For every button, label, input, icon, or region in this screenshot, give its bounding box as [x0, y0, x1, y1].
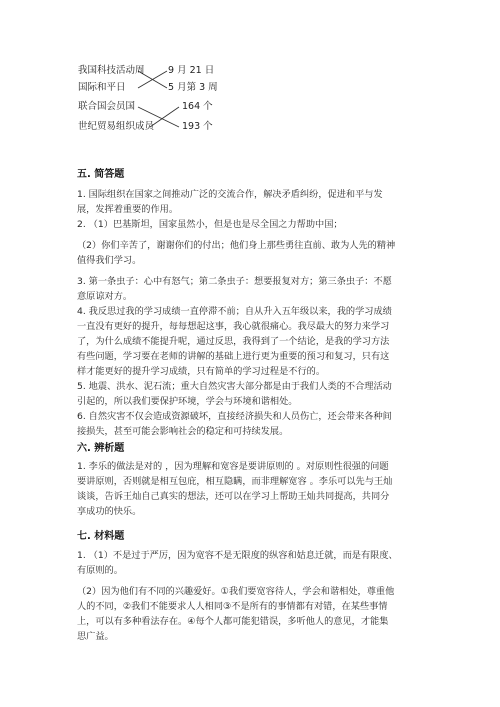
text-line: 了，为什么成绩不能提升呢，通过反思，我得到了一个结论，是我的学习方法: [77, 336, 390, 347]
text-line: 思广益。: [77, 631, 114, 642]
section-seven-title: 七. 材料题: [77, 531, 125, 542]
match-left-item: 我国科技活动周: [78, 65, 145, 76]
section-six-title: 六. 辨析题: [77, 443, 125, 454]
text-line: 样才能更好的提升学习成绩，只有简单的学习过程是不行的。: [77, 366, 326, 377]
text-line: 享成功的快乐。: [77, 506, 142, 517]
section-five-para-1: [77, 187, 423, 232]
section-five-title: 五. 简答题: [77, 169, 125, 180]
section-five-para-2: [77, 238, 423, 268]
text-line: 值得我们学习。: [77, 255, 142, 266]
matching-exercise: [0, 0, 500, 150]
match-left-item: 世纪贸易组织成员: [78, 121, 155, 132]
text-line: 接损失，甚至可能会影响社会的稳定和可持续发展。: [77, 426, 289, 437]
match-right-item: 164 个: [182, 101, 213, 112]
match-line: [150, 107, 179, 127]
match-right-item: 193 个: [182, 121, 213, 132]
section-five-para-3: [77, 274, 423, 439]
matching-lines: [0, 0, 500, 150]
text-line: 上，可以有多种看法存在。④每个人都可能犯错误，多听他人的意见，才能集: [77, 616, 389, 627]
match-right-item: 5 月第 3 周: [168, 82, 218, 93]
text-line: 6. 自然灾害不仅会造成资源破坏，直接经济损失和人员伤亡，还会带来各种间: [77, 411, 392, 422]
text-line: 要讲原则，否则就是相互包庇，相互隐瞒，而非理解宽容 。李乐可以先与王灿: [77, 476, 393, 487]
text-line: 1. 李乐的做法是对的 ，因为理解和宽容是要讲原则的 。对原则性很强的问题: [77, 461, 389, 472]
section-six-para-1: [77, 459, 423, 519]
text-line: 有些问题，学习要在老师的讲解的基础上进行更为重要的预习和复习，只有这: [77, 351, 390, 362]
section-seven-para-1: [77, 548, 423, 578]
text-line: 3. 第一条虫子：心中有怒气；第二条虫子：想要报复对方；第三条虫子：不愿: [77, 276, 392, 287]
text-line: 一直没有更好的提升，每每想起这事，我心就很痛心。我尽最大的努力来学习: [77, 321, 390, 332]
text-line: 5. 地震、洪水、泥石流；重大自然灾害大部分都是由于我们人类的不合理活动: [77, 381, 392, 392]
text-line: 2. （1）巴基斯坦，国家虽然小，但是也是尽全国之力帮助中国；: [77, 219, 343, 230]
text-line: 有原则的。: [77, 565, 123, 576]
text-line: 意原谅对方。: [77, 291, 133, 302]
text-line: 人的不同，②我们不能要求人人相同③不是所有的事情都有对错，在某些事情: [77, 601, 388, 612]
text-line: 1. 国际组织在国家之间推动广泛的交流合作，解决矛盾纠纷，促进和平与发: [77, 189, 383, 200]
match-right-item: 9 月 21 日: [168, 65, 215, 76]
match-left-item: 联合国会员国: [78, 101, 136, 112]
text-line: 展，发挥着重要的作用。: [77, 204, 179, 215]
text-line: 谈谈，告诉王灿自己真实的想法，还可以在学习上帮助王灿共同提高，共同分: [77, 491, 390, 502]
text-line: 1. （1）不是过于严厉，因为宽容不是无限度的纵容和姑息迁就，而是有限度、: [77, 550, 398, 561]
text-line: （2）因为他们有不同的兴趣爱好。①我们要宽容待人，学会和谐相处，尊重他: [77, 586, 395, 597]
match-left-item: 国际和平日: [78, 82, 126, 93]
text-line: 引起的，所以我们要保护环境，学会与环境和谐相处。: [77, 396, 298, 407]
text-line: （2）你们辛苦了，谢谢你们的付出；他们身上那些勇往直前、敢为人先的精神: [77, 240, 396, 251]
text-line: 4. 我反思过我的学习成绩一直停滞不前；自从升入五年级以来，我的学习成绩: [77, 306, 392, 317]
section-seven-para-2: [77, 584, 423, 644]
